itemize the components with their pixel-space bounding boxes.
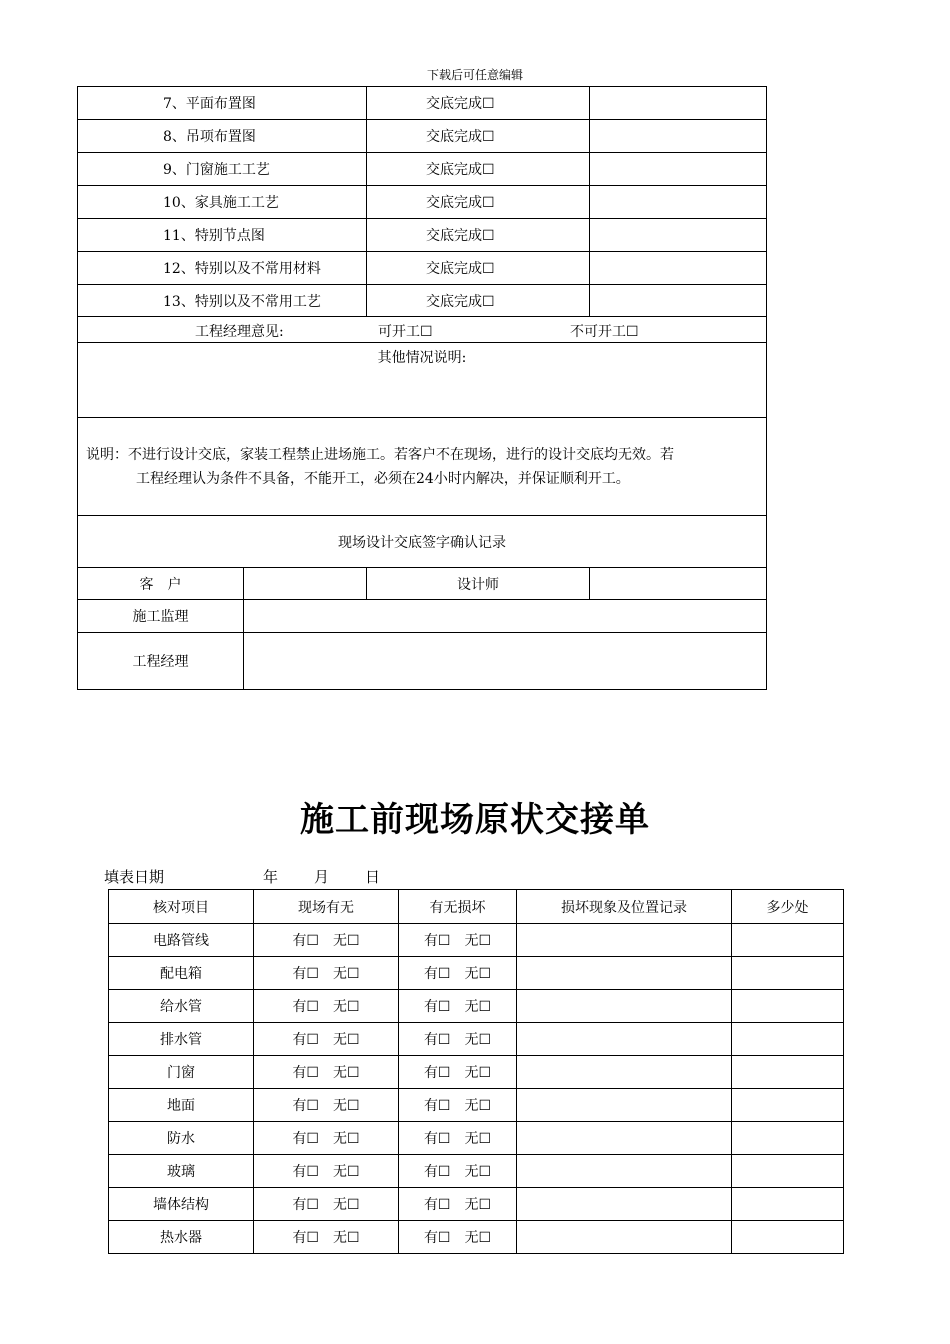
customer-signature-field[interactable] — [244, 568, 367, 600]
damage-presence-checkbox[interactable]: 有☐ 无☐ — [399, 924, 517, 957]
handover-row — [109, 1221, 844, 1254]
check-item-name: 排水管 — [109, 1023, 254, 1056]
damage-presence-checkbox[interactable]: 有☐ 无☐ — [399, 1023, 517, 1056]
check-item-name: 门窗 — [109, 1056, 254, 1089]
note-line-1: 说明：不进行设计交底，家装工程禁止进场施工。若客户不在现场，进行的设计交底均无效。若 — [86, 446, 674, 463]
onsite-presence-checkbox[interactable]: 有☐ 无☐ — [254, 957, 399, 990]
damage-presence-checkbox[interactable]: 有☐ 无☐ — [399, 957, 517, 990]
damage-count-field[interactable] — [732, 990, 844, 1023]
note-row — [78, 418, 767, 516]
disclosure-status-checkbox[interactable]: 交底完成☐ — [367, 285, 590, 317]
damage-presence-checkbox[interactable]: 有☐ 无☐ — [399, 1188, 517, 1221]
record-title: 现场设计交底签字确认记录 — [78, 516, 767, 568]
manager-opinion-label: 工程经理意见: — [195, 324, 284, 340]
note-line-2: 工程经理认为条件不具备，不能开工，必须在24小时内解决，并保证顺利开工。 — [136, 470, 630, 487]
damage-count-field[interactable] — [732, 1221, 844, 1254]
handover-row — [109, 1122, 844, 1155]
handover-row — [109, 957, 844, 990]
onsite-presence-checkbox[interactable]: 有☐ 无☐ — [254, 1188, 399, 1221]
check-item-name: 玻璃 — [109, 1155, 254, 1188]
disclosure-status-checkbox[interactable]: 交底完成☐ — [367, 186, 590, 219]
handover-row — [109, 1023, 844, 1056]
damage-record-field[interactable] — [517, 1122, 732, 1155]
damage-record-field[interactable] — [517, 957, 732, 990]
damage-presence-checkbox[interactable]: 有☐ 无☐ — [399, 1122, 517, 1155]
damage-record-field[interactable] — [517, 1155, 732, 1188]
disclosure-row — [78, 120, 767, 153]
disclosure-status-checkbox[interactable]: 交底完成☐ — [367, 87, 590, 120]
disclosure-item: 13、特别以及不常用工艺 — [78, 285, 367, 317]
disclosure-row — [78, 186, 767, 219]
fill-date-line — [104, 866, 704, 886]
damage-count-field[interactable] — [732, 1155, 844, 1188]
day-label[interactable]: 日 — [365, 868, 381, 886]
disclosure-sign-cell[interactable] — [590, 120, 767, 153]
damage-count-field[interactable] — [732, 1188, 844, 1221]
onsite-presence-checkbox[interactable]: 有☐ 无☐ — [254, 990, 399, 1023]
record-title-row — [78, 516, 767, 568]
check-item-name: 地面 — [109, 1089, 254, 1122]
onsite-presence-checkbox[interactable]: 有☐ 无☐ — [254, 1089, 399, 1122]
damage-record-field[interactable] — [517, 1056, 732, 1089]
onsite-presence-checkbox[interactable]: 有☐ 无☐ — [254, 1056, 399, 1089]
disclosure-row — [78, 285, 767, 317]
header-note: 下载后可任意编辑 — [426, 68, 523, 82]
handover-row — [109, 1056, 844, 1089]
onsite-presence-checkbox[interactable]: 有☐ 无☐ — [254, 1155, 399, 1188]
damage-record-field[interactable] — [517, 1221, 732, 1254]
check-item-name: 墙体结构 — [109, 1188, 254, 1221]
designer-signature-field[interactable] — [590, 568, 767, 600]
design-disclosure-table — [77, 86, 767, 690]
disclosure-status-checkbox[interactable]: 交底完成☐ — [367, 120, 590, 153]
supervisor-row — [78, 600, 767, 633]
check-item-name: 电路管线 — [109, 924, 254, 957]
handover-row — [109, 1188, 844, 1221]
disclosure-sign-cell[interactable] — [590, 153, 767, 186]
year-label[interactable]: 年 — [263, 868, 279, 886]
disclosure-item: 11、特别节点图 — [78, 219, 367, 252]
damage-record-field[interactable] — [517, 1188, 732, 1221]
check-item-name: 防水 — [109, 1122, 254, 1155]
manager-opinion-row — [78, 317, 767, 343]
damage-count-field[interactable] — [732, 957, 844, 990]
onsite-presence-checkbox[interactable]: 有☐ 无☐ — [254, 1221, 399, 1254]
disclosure-sign-cell[interactable] — [590, 219, 767, 252]
site-handover-table — [108, 889, 844, 1254]
damage-presence-checkbox[interactable]: 有☐ 无☐ — [399, 1155, 517, 1188]
disclosure-row — [78, 252, 767, 285]
damage-presence-checkbox[interactable]: 有☐ 无☐ — [399, 1221, 517, 1254]
damage-record-field[interactable] — [517, 1089, 732, 1122]
disclosure-item: 10、家具施工工艺 — [78, 186, 367, 219]
check-item-name: 给水管 — [109, 990, 254, 1023]
damage-count-field[interactable] — [732, 1023, 844, 1056]
designer-label: 设计师 — [367, 568, 590, 600]
disclosure-item: 7、平面布置图 — [78, 87, 367, 120]
damage-presence-checkbox[interactable]: 有☐ 无☐ — [399, 1089, 517, 1122]
disclosure-sign-cell[interactable] — [590, 186, 767, 219]
manager-label: 工程经理 — [78, 633, 244, 690]
handover-title: 施工前现场原状交接单 — [300, 800, 650, 840]
handover-row — [109, 990, 844, 1023]
damage-record-field[interactable] — [517, 924, 732, 957]
can-start-option[interactable]: 可开工☐ — [378, 324, 433, 340]
disclosure-sign-cell[interactable] — [590, 87, 767, 120]
header-count: 多少处 — [732, 890, 844, 924]
handover-row — [109, 1089, 844, 1122]
handover-header-row — [109, 890, 844, 924]
check-item-name: 热水器 — [109, 1221, 254, 1254]
disclosure-row — [78, 153, 767, 186]
disclosure-item: 12、特别以及不常用材料 — [78, 252, 367, 285]
header-damage-record: 损坏现象及位置记录 — [517, 890, 732, 924]
disclosure-status-checkbox[interactable]: 交底完成☐ — [367, 252, 590, 285]
manager-signature-field[interactable] — [244, 633, 767, 690]
header-onsite-presence: 现场有无 — [254, 890, 399, 924]
disclosure-item: 8、吊项布置图 — [78, 120, 367, 153]
header-damage-presence: 有无损坏 — [399, 890, 517, 924]
onsite-presence-checkbox[interactable]: 有☐ 无☐ — [254, 1023, 399, 1056]
disclosure-item: 9、门窗施工工艺 — [78, 153, 367, 186]
damage-record-field[interactable] — [517, 990, 732, 1023]
fill-date-label: 填表日期 — [104, 868, 165, 886]
other-remarks-label: 其他情况说明: — [377, 350, 467, 366]
disclosure-status-checkbox[interactable]: 交底完成☐ — [367, 219, 590, 252]
manager-row — [78, 633, 767, 690]
damage-count-field[interactable] — [732, 1089, 844, 1122]
handover-row — [109, 924, 844, 957]
damage-count-field[interactable] — [732, 1056, 844, 1089]
damage-count-field[interactable] — [732, 924, 844, 957]
month-label[interactable]: 月 — [314, 868, 330, 886]
onsite-presence-checkbox[interactable]: 有☐ 无☐ — [254, 1122, 399, 1155]
other-remarks-row — [78, 343, 767, 418]
check-item-name: 配电箱 — [109, 957, 254, 990]
supervisor-signature-field[interactable] — [244, 600, 767, 633]
other-remarks-cell[interactable] — [78, 343, 767, 418]
disclosure-row — [78, 87, 767, 120]
damage-count-field[interactable] — [732, 1122, 844, 1155]
handover-row — [109, 1155, 844, 1188]
disclosure-sign-cell[interactable] — [590, 285, 767, 317]
damage-presence-checkbox[interactable]: 有☐ 无☐ — [399, 1056, 517, 1089]
damage-presence-checkbox[interactable]: 有☐ 无☐ — [399, 990, 517, 1023]
customer-designer-row — [78, 568, 767, 600]
onsite-presence-checkbox[interactable]: 有☐ 无☐ — [254, 924, 399, 957]
disclosure-sign-cell[interactable] — [590, 252, 767, 285]
damage-record-field[interactable] — [517, 1023, 732, 1056]
header-check-item: 核对项目 — [109, 890, 254, 924]
disclosure-row — [78, 219, 767, 252]
cannot-start-option[interactable]: 不可开工☐ — [570, 324, 639, 340]
disclosure-status-checkbox[interactable]: 交底完成☐ — [367, 153, 590, 186]
supervisor-label: 施工监理 — [78, 600, 244, 633]
customer-label: 客 户 — [78, 568, 244, 600]
